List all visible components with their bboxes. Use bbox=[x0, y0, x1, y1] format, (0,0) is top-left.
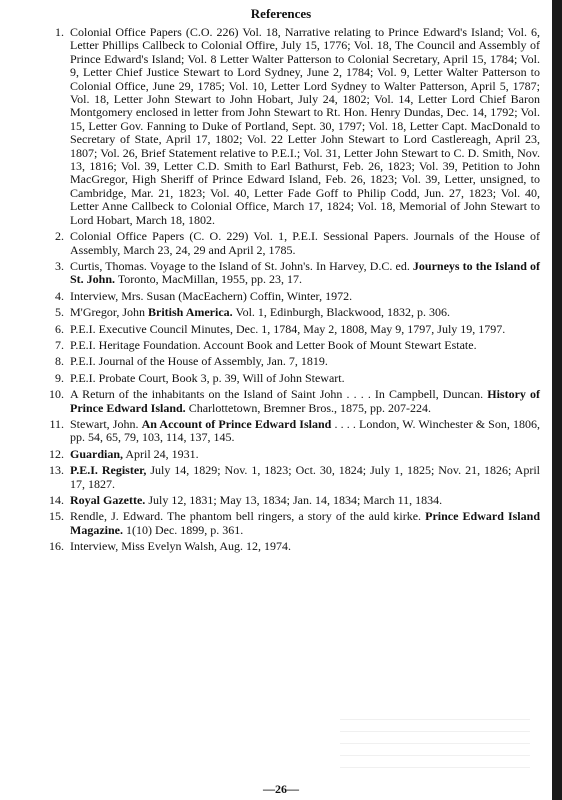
reference-title: An Account of Prince Edward Island bbox=[141, 416, 332, 431]
reference-item bbox=[20, 510, 540, 537]
reference-title: Journeys to the Island of St. John. bbox=[70, 258, 540, 287]
reference-list bbox=[20, 26, 540, 557]
reference-segment: Stewart, John. bbox=[70, 416, 142, 431]
reference-number: 15. bbox=[49, 509, 64, 524]
reference-segment: July 12, 1831; May 13, 1834; Jan. 14, 1834; March 11, 1834. bbox=[145, 493, 443, 507]
reference-text bbox=[70, 387, 540, 414]
reference-item bbox=[20, 418, 540, 445]
reference-text bbox=[70, 289, 352, 303]
reference-segment: A Return of the inhabitants on the Island of Saint John . . . . In Campbell, Duncan. bbox=[70, 387, 488, 402]
reference-number: 10. bbox=[49, 387, 64, 402]
reference-item bbox=[20, 339, 540, 352]
reference-number: 1. bbox=[55, 25, 64, 39]
reference-title: Prince Edward Island Magazine. bbox=[70, 509, 540, 537]
reference-title: Guardian, bbox=[70, 446, 124, 461]
reference-text bbox=[70, 322, 505, 336]
reference-item bbox=[20, 290, 540, 303]
reference-title: British America. bbox=[148, 305, 233, 320]
page-number: —26— bbox=[263, 782, 299, 796]
reference-title: P.E.I. Register, bbox=[70, 463, 147, 478]
reference-segment: 1(10) Dec. 1899, p. 361. bbox=[123, 522, 244, 537]
reference-item bbox=[20, 388, 540, 415]
reference-item bbox=[20, 26, 540, 227]
reference-number: 13. bbox=[49, 463, 64, 478]
reference-text bbox=[70, 463, 540, 490]
reference-text bbox=[70, 25, 540, 227]
reference-segment: Rendle, J. Edward. The phantom bell ringers, a story of the auld kirke. bbox=[70, 509, 426, 524]
reference-number: 14. bbox=[49, 493, 64, 507]
reference-title: History of Prince Edward Island. bbox=[70, 387, 540, 415]
reference-segment: Curtis, Thomas. Voyage to the Island of St. John's. In Harvey, D.C. ed. bbox=[70, 258, 413, 273]
reference-item bbox=[20, 540, 540, 553]
reference-item bbox=[20, 306, 540, 319]
reference-text bbox=[70, 338, 477, 352]
reference-segment: M'Gregor, John bbox=[70, 305, 149, 320]
reference-text bbox=[70, 259, 540, 286]
reference-text bbox=[70, 539, 291, 553]
reference-text bbox=[70, 493, 442, 507]
reference-segment: Toronto, MacMillan, 1955, pp. 23, 17. bbox=[115, 272, 302, 287]
reference-segment: Colonial Office Papers (C. O. 229) Vol. 1, P.E.I. Sessional Papers. Journals of the House of Assembly, March 23, 24, 29 and April 2, 1785. bbox=[70, 229, 540, 257]
reference-number: 5. bbox=[55, 305, 64, 320]
reference-item bbox=[20, 464, 540, 491]
reference-segment: Charlottetown, Bremner Bros., 1875, pp. 207-224. bbox=[185, 400, 431, 415]
reference-text bbox=[70, 447, 199, 461]
reference-number: 6. bbox=[55, 321, 64, 336]
reference-number: 11. bbox=[49, 416, 64, 431]
reference-item bbox=[20, 494, 540, 507]
reference-segment: P.E.I. Executive Council Minutes, Dec. 1, 1784, May 2, 1808, May 9, 1797, July 19, 1797. bbox=[70, 321, 506, 336]
reference-text bbox=[70, 509, 540, 536]
reference-item bbox=[20, 230, 540, 257]
reference-item bbox=[20, 323, 540, 336]
reference-segment: April 24, 1931. bbox=[123, 446, 199, 461]
reference-text bbox=[70, 354, 328, 368]
reference-item bbox=[20, 372, 540, 385]
reference-segment: P.E.I. Heritage Foundation. Account Book and Letter Book of Mount Stewart Estate. bbox=[70, 337, 477, 352]
reference-segment: . . . . London, W. Winchester & Son, 1806, pp. 54, 65, 79, 103, 114, 137, 145. bbox=[70, 416, 540, 445]
reference-number: 4. bbox=[55, 288, 64, 303]
reference-segment: Interview, Miss Evelyn Walsh, Aug. 12, 1974. bbox=[70, 539, 292, 554]
page-title: References bbox=[250, 6, 312, 21]
reference-number: 2. bbox=[55, 229, 64, 244]
reference-number: 8. bbox=[55, 354, 64, 369]
reference-number: 12. bbox=[49, 446, 64, 461]
reference-item bbox=[20, 448, 540, 461]
reference-segment: Colonial Office Papers (C.O. 226) Vol. 18, Narrative relating to Prince Edward's Island; Vol. 6, Letter Phillips Callbeck to Colonial Offire, July 15, 1776; Vol. 18, The Council and Assembly of Prince Edward's Island; Vol. 8 Letter Walter Patterson to Colonial Secretary, April 15, 1784; Vol. 9, Letter Chief Justice Stewart to Lord Sydney, June 2, 1784; Vol. 9, Letter Walter Patterson to Colonial Office, June 29, 1785; Vol. 10, Letter Lord Sydney to Walter Patterson, April 5, 1787; Vol. 18, Letter John Stewart to John Hobart, July 24, 1802; Vol. 14, Letter Lord Chief Baron Montgomery enclosed in letter from John Stewart to Rt. Hon. Henry Dundas, Dec. 14, 1792; Vol. 15, Letter Gov. Fanning to Duke of Portland, Sept. 30, 1797; Vol. 18, Letter Capt. MacDonald to Secretary of State, April 17, 1802; Vol. 22 Letter John Stewart to Lord Castlereagh, April 23, 1807; Vol. 26, Brief Statement relative to P.E.I.; Vol. 31, Letter John Stewart to C. D. Smith, Nov. 13, 1816; Vol. 39, Letter C.D. Smith to Earl Bathurst, Feb. 26, 1823; Vol. 39, Petition to John MacGregor, High Sheriff of Prince Edward Island, Feb. 26, 1823; Vol. 39, Letter, unsigned, to Cambridge, Mar. 21, 1823; Vol. 40, Letter Fade Goff to Philip Codd, Jun. 27, 1823; Vol. 40, Letter Anne Callbeck to Colonial Office, March 17, 1824; Vol. 18, Memorial of John Stewart to Lord Hobart, March 18, 1802. bbox=[70, 25, 540, 227]
reference-number: 7. bbox=[55, 337, 64, 352]
reference-title: Royal Gazette. bbox=[70, 493, 146, 507]
reference-text bbox=[70, 417, 540, 444]
reference-segment: Interview, Mrs. Susan (MacEachern) Coffin, Winter, 1972. bbox=[70, 288, 353, 303]
reference-number: 3. bbox=[55, 258, 64, 273]
reference-number: 16. bbox=[49, 539, 64, 554]
bleed-through-text bbox=[340, 718, 530, 768]
reference-text bbox=[70, 371, 345, 385]
reference-text bbox=[70, 229, 540, 256]
reference-item bbox=[20, 355, 540, 368]
reference-number: 9. bbox=[55, 370, 64, 385]
reference-segment: Vol. 1, Edinburgh, Blackwood, 1832, p. 306. bbox=[232, 305, 451, 320]
reference-item bbox=[20, 260, 540, 287]
reference-text bbox=[70, 305, 450, 319]
reference-segment: P.E.I. Probate Court, Book 3, p. 39, Will of John Stewart. bbox=[70, 370, 345, 385]
scan-edge bbox=[552, 0, 562, 800]
reference-segment: P.E.I. Journal of the House of Assembly, Jan. 7, 1819. bbox=[70, 354, 328, 369]
reference-segment: July 14, 1829; Nov. 1, 1823; Oct. 30, 1824; July 1, 1825; Nov. 21, 1826; April 17, 1827. bbox=[70, 463, 540, 491]
